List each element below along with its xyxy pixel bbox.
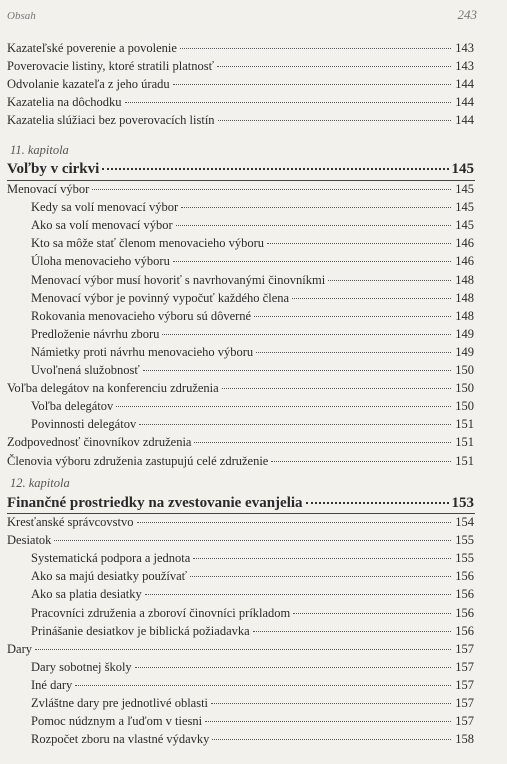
toc-entry — [31, 290, 474, 306]
entry-page: 158 — [455, 732, 474, 747]
dot-leader — [135, 667, 451, 668]
entry-title: Kto sa môže stať členom menovacieho výboru — [31, 236, 265, 251]
dot-leader — [181, 207, 451, 208]
toc-entry — [31, 235, 474, 251]
entry-page: 157 — [455, 659, 474, 674]
entry-page: 156 — [455, 587, 474, 602]
dot-leader — [254, 316, 451, 317]
entry-title: Kazatelia slúžiaci bez poverovacích listín — [7, 113, 215, 128]
entry-page: 154 — [455, 515, 474, 529]
entry-title: Povinnosti delegátov — [31, 417, 137, 432]
entry-page: 157 — [455, 696, 474, 710]
dot-leader — [211, 703, 451, 704]
entry-title: Kazatelia na dôchodku — [7, 95, 122, 110]
entry-page: 151 — [455, 435, 474, 450]
toc-entry — [7, 380, 474, 396]
dot-leader — [92, 189, 451, 190]
entry-title: Pracovníci združenia a zboroví činovníci príkladom — [31, 605, 291, 620]
dot-leader — [75, 685, 451, 686]
entry-title: Kedy sa volí menovací výbor — [31, 200, 179, 215]
dot-leader — [212, 739, 451, 740]
dot-leader — [194, 442, 451, 443]
entry-page: 156 — [455, 569, 474, 584]
entry-title: Finančné prostriedky na zvestovanie evanjelia — [7, 495, 303, 511]
entry-page: 145 — [455, 182, 474, 196]
dot-leader — [116, 406, 451, 407]
chapter-label: 11. kapitola — [10, 143, 69, 157]
toc-entry — [7, 434, 474, 450]
dot-leader — [190, 576, 451, 577]
dot-leader — [253, 631, 451, 632]
dot-leader — [137, 522, 452, 523]
entry-title: Voľby v cirkvi — [7, 161, 100, 177]
toc-entry — [31, 695, 474, 711]
dot-leader — [217, 66, 451, 67]
entry-page: 155 — [455, 533, 474, 548]
running-head: Obsah — [7, 10, 36, 22]
entry-page: 150 — [455, 381, 474, 396]
dot-leader — [143, 370, 451, 371]
chapter-heading — [7, 160, 474, 178]
entry-title: Dary sobotnej školy — [31, 659, 132, 674]
entry-page: 157 — [455, 641, 474, 656]
entry-title: Predloženie návrhu zboru — [31, 326, 160, 341]
dot-leader — [162, 334, 451, 335]
dot-leader — [139, 424, 451, 425]
entry-page: 145 — [455, 218, 474, 233]
entry-page: 148 — [455, 290, 474, 305]
toc-entry — [7, 181, 474, 197]
entry-title: Ako sa volí menovací výbor — [31, 218, 173, 233]
page-number: 243 — [457, 7, 477, 22]
dot-leader — [293, 613, 451, 614]
entry-title: Rokovania menovacieho výboru sú dôverné — [31, 308, 252, 323]
toc-entry — [7, 532, 474, 548]
entry-page: 143 — [455, 41, 474, 55]
dot-leader — [205, 721, 451, 722]
entry-page: 149 — [455, 326, 474, 341]
dot-leader — [222, 388, 451, 389]
toc-entry — [7, 112, 474, 128]
dot-leader — [256, 352, 451, 353]
dot-leader — [145, 594, 451, 595]
toc-entry — [31, 199, 474, 215]
toc-entry — [31, 326, 474, 342]
entry-title: Iné dary — [31, 677, 73, 692]
entry-title: Ako sa platia desiatky — [31, 587, 142, 602]
entry-page: 151 — [455, 417, 474, 432]
dot-leader — [328, 280, 451, 281]
entry-page: 144 — [455, 113, 474, 128]
toc-entry — [7, 514, 474, 530]
entry-page: 146 — [455, 254, 474, 269]
entry-title: Pomoc núdznym a ľuďom v tiesni — [31, 714, 203, 729]
entry-page: 156 — [455, 605, 474, 620]
entry-title: Systematická podpora a jednota — [31, 551, 191, 566]
entry-title: Voľba delegátov — [31, 399, 114, 414]
toc-entry — [31, 272, 474, 288]
entry-page: 157 — [455, 714, 474, 729]
dot-leader — [173, 261, 451, 262]
entry-page: 150 — [455, 399, 474, 414]
toc-entry — [31, 677, 474, 693]
toc-entry — [31, 623, 474, 639]
entry-title: Uvoľnená služobnosť — [31, 363, 140, 377]
toc-entry — [31, 586, 474, 602]
dot-leader — [125, 102, 451, 103]
toc-entry — [31, 362, 474, 378]
entry-title: Členovia výboru združenia zastupujú celé združenie — [7, 453, 269, 468]
toc-entry — [7, 453, 474, 469]
dot-leader — [292, 298, 451, 299]
toc-entry — [7, 40, 474, 56]
entry-title: Menovací výbor — [7, 182, 90, 196]
entry-title: Zodpovednosť činovníkov združenia — [7, 435, 192, 450]
entry-page: 157 — [455, 677, 474, 692]
entry-page: 146 — [455, 236, 474, 251]
dot-leader — [218, 120, 451, 121]
toc-entry — [31, 416, 474, 432]
dot-leader — [176, 225, 451, 226]
entry-title: Odvolanie kazateľa z jeho úradu — [7, 77, 170, 92]
entry-page: 156 — [455, 623, 474, 638]
entry-title: Menovací výbor je povinný vypočuť každého člena — [31, 290, 290, 305]
toc-entry — [31, 344, 474, 360]
dot-leader — [35, 649, 451, 650]
entry-title: Desiatok — [7, 533, 52, 548]
entry-title: Kazateľské poverenie a povolenie — [7, 41, 177, 55]
entry-page: 153 — [451, 495, 474, 511]
dot-leader — [180, 48, 451, 49]
toc-entry — [31, 398, 474, 414]
entry-title: Voľba delegátov na konferenciu združenia — [7, 381, 219, 396]
entry-title: Ako sa majú desiatky používať — [31, 569, 187, 584]
dot-leader — [102, 168, 448, 170]
toc-entry — [31, 550, 474, 566]
toc-entry — [31, 568, 474, 584]
toc-entry — [31, 253, 474, 269]
entry-page: 148 — [455, 308, 474, 323]
toc-entry — [31, 659, 474, 675]
entry-title: Kresťanské správcovstvo — [7, 515, 134, 529]
toc-entry — [31, 605, 474, 621]
entry-title: Dary — [7, 641, 32, 656]
entry-page: 150 — [455, 363, 474, 377]
entry-title: Prinášanie desiatkov je biblická požiadavka — [31, 623, 250, 638]
dot-leader — [193, 558, 451, 559]
entry-title: Zvláštne dary pre jednotlivé oblasti — [31, 696, 209, 710]
entry-title: Námietky proti návrhu menovacieho výboru — [31, 344, 254, 359]
entry-page: 144 — [455, 77, 474, 92]
entry-page: 145 — [451, 161, 474, 177]
entry-page: 143 — [455, 59, 474, 74]
dot-leader — [271, 461, 451, 462]
chapter-label: 12. kapitola — [10, 476, 70, 490]
toc-entry — [31, 731, 474, 747]
entry-title: Rozpočet zboru na vlastné výdavky — [31, 732, 210, 747]
toc-entry — [31, 713, 474, 729]
dot-leader — [306, 502, 449, 504]
dot-leader — [54, 540, 451, 541]
chapter-heading — [7, 494, 474, 512]
dot-leader — [173, 84, 451, 85]
entry-page: 151 — [455, 453, 474, 468]
entry-page: 149 — [455, 344, 474, 359]
entry-title: Úloha menovacieho výboru — [31, 254, 170, 269]
toc-entry — [7, 58, 474, 74]
dot-leader — [267, 243, 451, 244]
entry-page: 155 — [455, 551, 474, 566]
toc-entry — [31, 308, 474, 324]
entry-page: 148 — [455, 272, 474, 287]
toc-entry — [31, 217, 474, 233]
entry-page: 145 — [455, 200, 474, 215]
toc-entry — [7, 94, 474, 110]
entry-title: Menovací výbor musí hovoriť s navrhovanými činovníkmi — [31, 272, 326, 287]
entry-page: 144 — [455, 95, 474, 110]
toc-entry — [7, 76, 474, 92]
toc-entry — [7, 641, 474, 657]
entry-title: Poverovacie listiny, ktoré stratili platnosť — [7, 59, 214, 74]
